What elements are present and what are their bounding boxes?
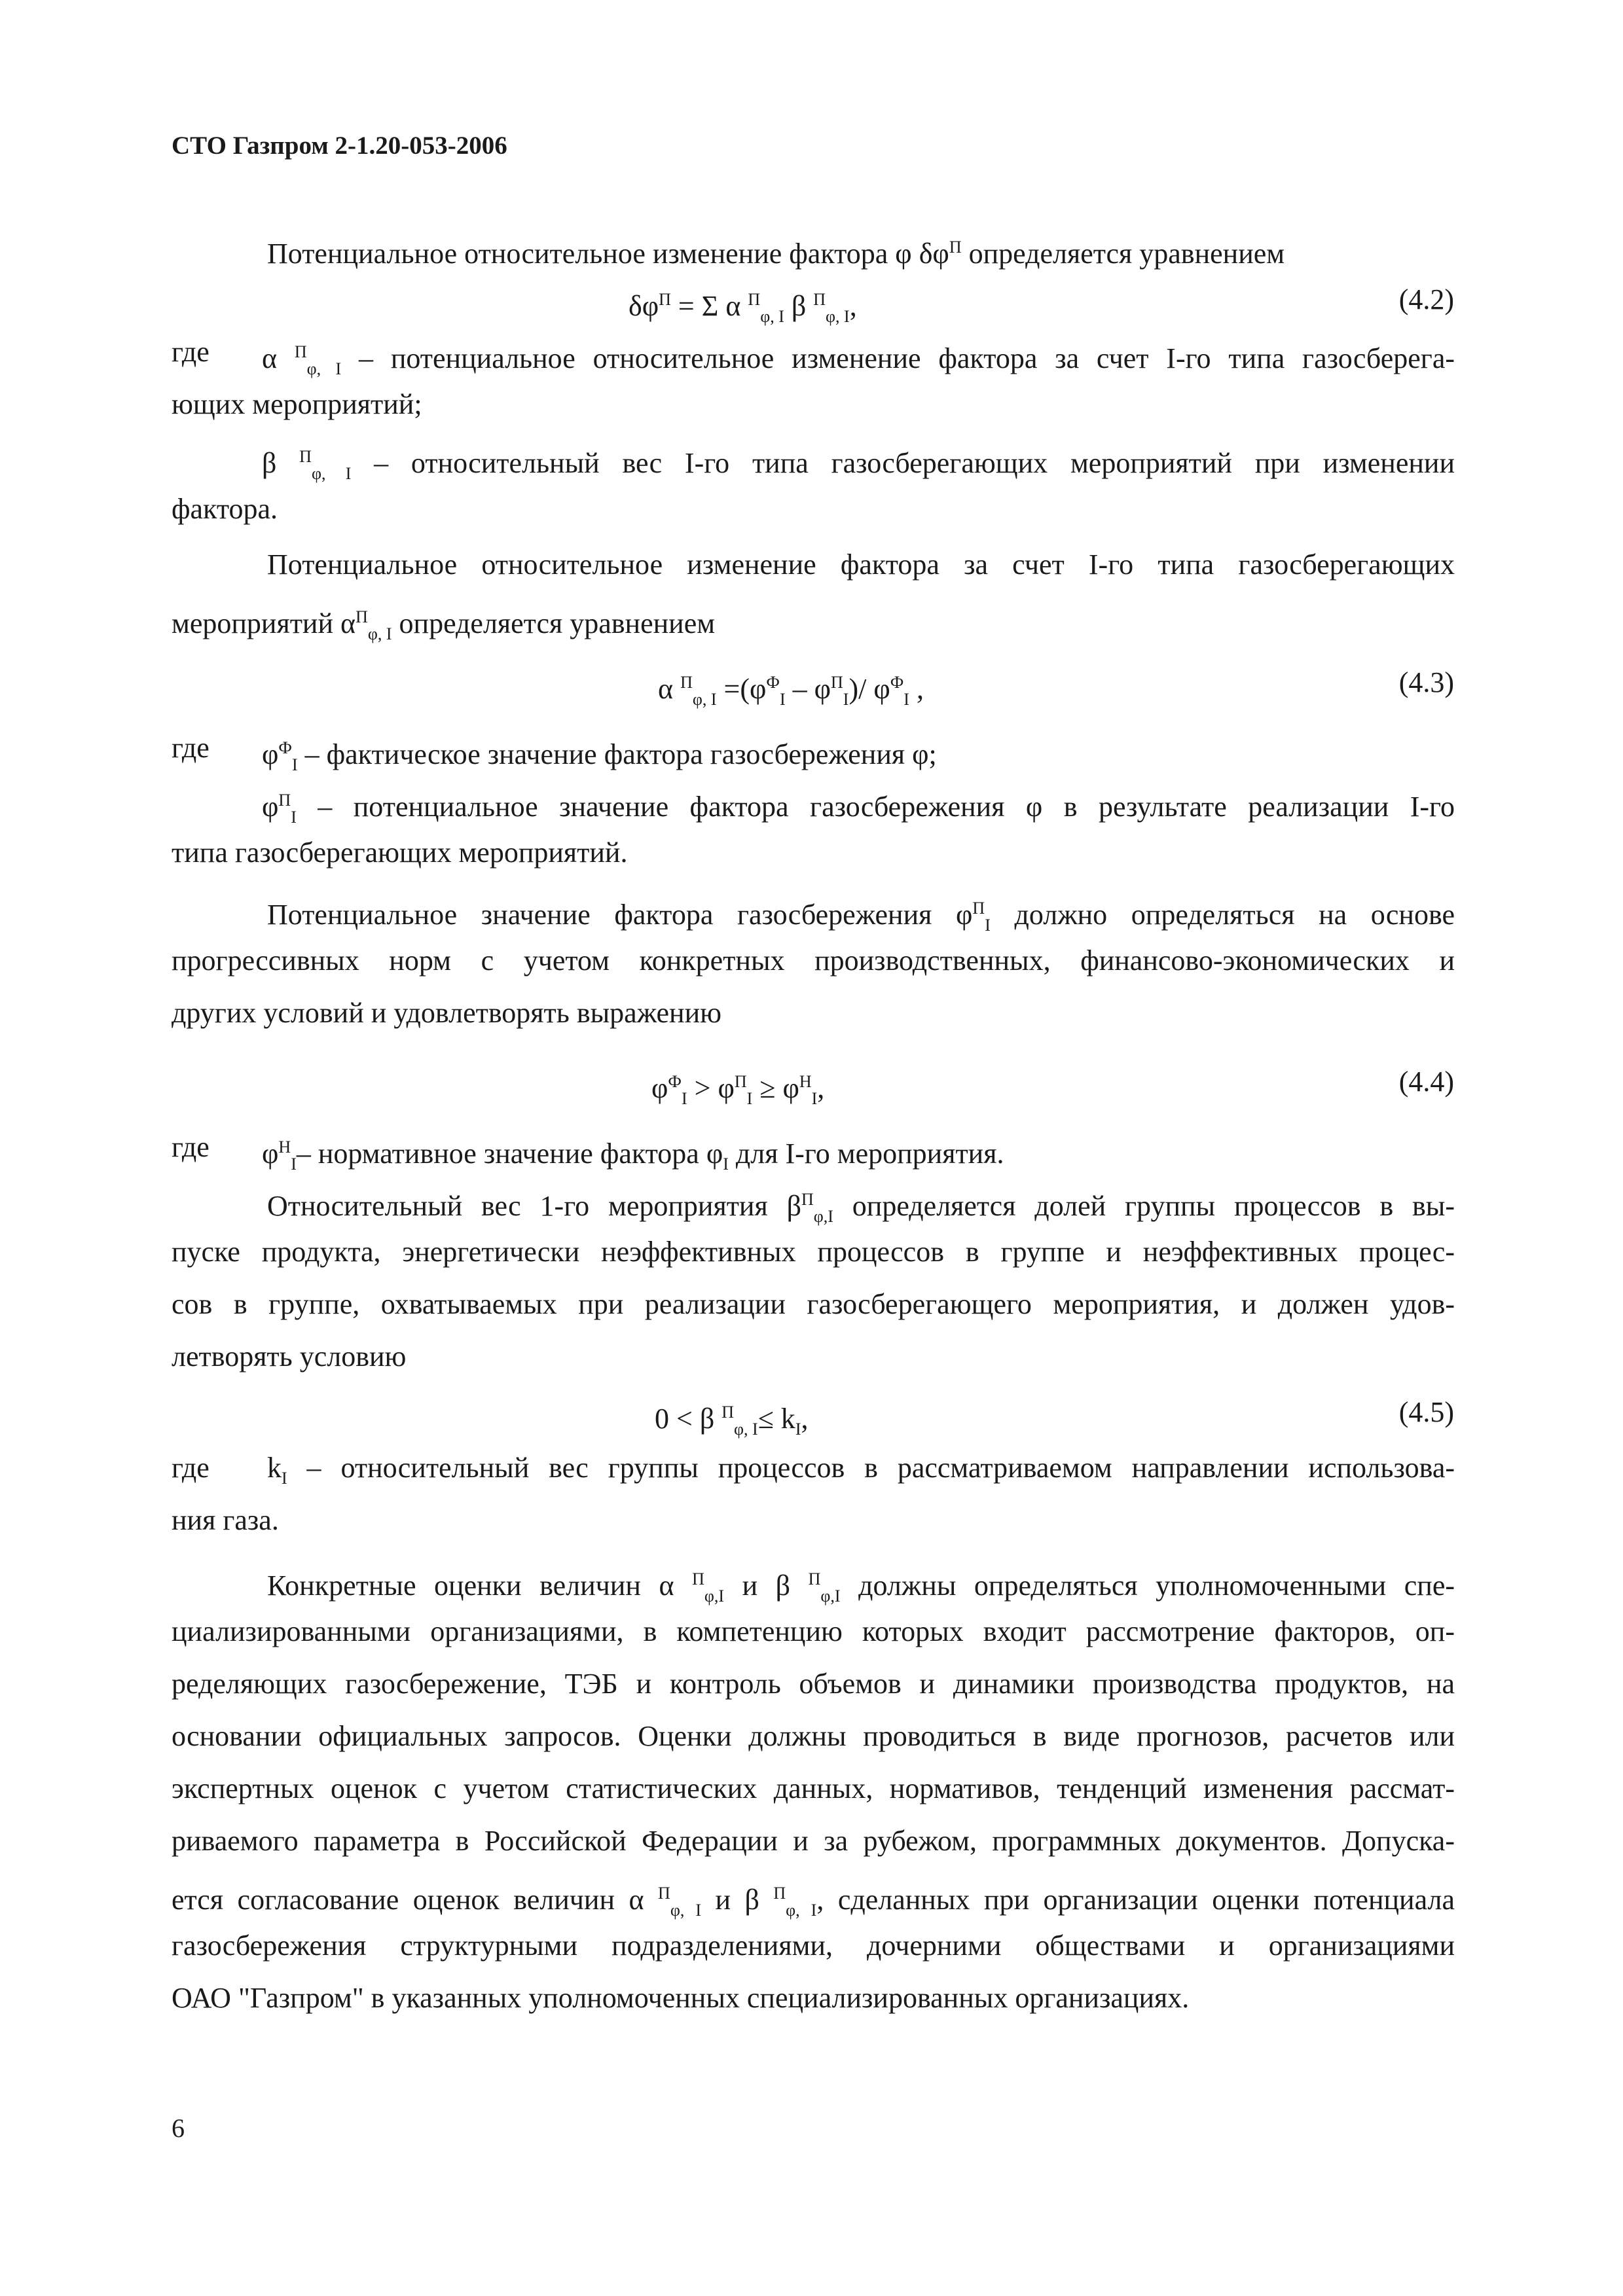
where-label: где <box>172 1131 210 1163</box>
equation-number: (4.2) <box>1398 283 1454 315</box>
formula-4-3: α $^П_{\varphi, I} =(\varphi^Ф_I - \varphi^П_I)/$ $\varphi^Ф_I$ , <box>658 673 924 709</box>
paragraph-line: Потенциальное относительное изменение фактора за счет I-го типа газосберегающих <box>267 548 1455 581</box>
paragraph-line: Потенциальное значение фактора газосбережения $\varphi^П_I$ должно определяться на основе <box>267 899 1455 935</box>
paragraph-line: мероприятий $\alpha^П_{\varphi, I}$ определяется уравнением <box>172 607 716 643</box>
paragraph-line: ределяющих газосбережение, ТЭБ и контроль объемов и динамики производства продуктов, на <box>172 1668 1455 1700</box>
definition-beta-cont: фактора. <box>172 493 278 525</box>
paragraph-line: сов в группе, охватываемых при реализации газосберегающего мероприятия, и должен удов- <box>172 1288 1455 1320</box>
paragraph-line: прогрессивных норм с учетом конкретных производственных, финансово-экономических и <box>172 944 1455 977</box>
paragraph-line: Конкретные оценки величин α $^П_{\varphi,I}$ и β $^П_{\varphi,I}$ должны определяться уполномоченными спе- <box>267 1570 1455 1605</box>
text: Потенциальное относительное изменение фактора φ δφ <box>267 238 949 270</box>
paragraph-line: газосбережения структурными подразделениями, дочерними обществами и организациями <box>172 1929 1455 1962</box>
paragraph-line: пуске продукта, энергетически неэффективных процессов в группе и неэффективных процес- <box>172 1236 1455 1268</box>
equation-number: (4.5) <box>1398 1396 1454 1428</box>
paragraph-line: других условий и удовлетворять выражению <box>172 997 722 1029</box>
definition-phi-p-cont: типа газосберегающих мероприятий. <box>172 836 628 869</box>
formula-4-5: 0 < β $^П_{\varphi, I}\le k_I$, <box>655 1403 809 1439</box>
paragraph-line <box>267 229 1285 272</box>
paragraph-line: риваемого параметра в Российской Федерации и за рубежом, программных документов. Допуска- <box>172 1825 1455 1857</box>
equation-number: (4.3) <box>1398 666 1454 698</box>
formula-4-2: $\delta\varphi^П = \Sigma$ α $^П_{\varphi, I}$ β $^П_{\varphi, I}$, <box>629 290 857 326</box>
paragraph-line: летворять условию <box>172 1340 407 1372</box>
definition-k-cont: ния газа. <box>172 1504 279 1536</box>
definition-phi-n: $\varphi^Н_I-$ нормативное значение фактора $\varphi_I$ для I-го мероприятия. <box>262 1138 1004 1174</box>
definition-k: $k_I$ – относительный вес группы процессов в рассматриваемом направлении использова- <box>267 1452 1455 1488</box>
definition-phi-p: $\varphi^П_I$ – потенциальное значение фактора газосбережения φ в результате реализации I-го <box>262 791 1455 827</box>
page-number: 6 <box>172 2113 185 2143</box>
paragraph-line: ется согласование оценок величин α $^П_{\varphi, I}$ и β $^П_{\varphi, I}$, сделанных при организации оценки потенциала <box>172 1884 1455 1920</box>
document-header: СТО Газпром 2-1.20-053-2006 <box>172 132 507 160</box>
paragraph-line: Относительный вес 1-го мероприятия $\beta^П_{\varphi,I}$ определяется долей группы процессов в вы- <box>267 1190 1455 1226</box>
formula-4-4: $\varphi^Ф_I > \varphi^П_I \ge \varphi^Н_I$, <box>651 1072 825 1108</box>
paragraph-line: ОАО "Газпром" в указанных уполномоченных специализированных организациях. <box>172 1982 1190 2014</box>
text: определяется уравнением <box>961 238 1285 270</box>
paragraph-line: экспертных оценок с учетом статистических данных, нормативов, тенденций изменения рассмат- <box>172 1772 1455 1804</box>
superscript: П <box>949 238 962 257</box>
definition-phi-f: $\varphi^Ф_I$ – фактическое значение фактора газосбережения φ; <box>262 738 937 774</box>
where-label: где <box>172 336 210 368</box>
definition-alpha-cont: ющих мероприятий; <box>172 388 422 420</box>
paragraph-line: циализированными организациями, в компетенцию которых входит рассмотрение факторов, оп- <box>172 1615 1455 1647</box>
equation-number: (4.4) <box>1398 1066 1454 1098</box>
where-label: где <box>172 732 210 764</box>
definition-alpha: α $^П_{\varphi, I}$ – потенциальное относительное изменение фактора за счет I-го типа газосберега- <box>262 342 1455 378</box>
definition-beta: β $^П_{\varphi, I}$ – относительный вес I-го типа газосберегающих мероприятий при изменении <box>262 447 1455 483</box>
where-label: где <box>172 1452 210 1484</box>
paragraph-line: основании официальных запросов. Оценки должны проводиться в виде прогнозов, расчетов или <box>172 1720 1455 1752</box>
